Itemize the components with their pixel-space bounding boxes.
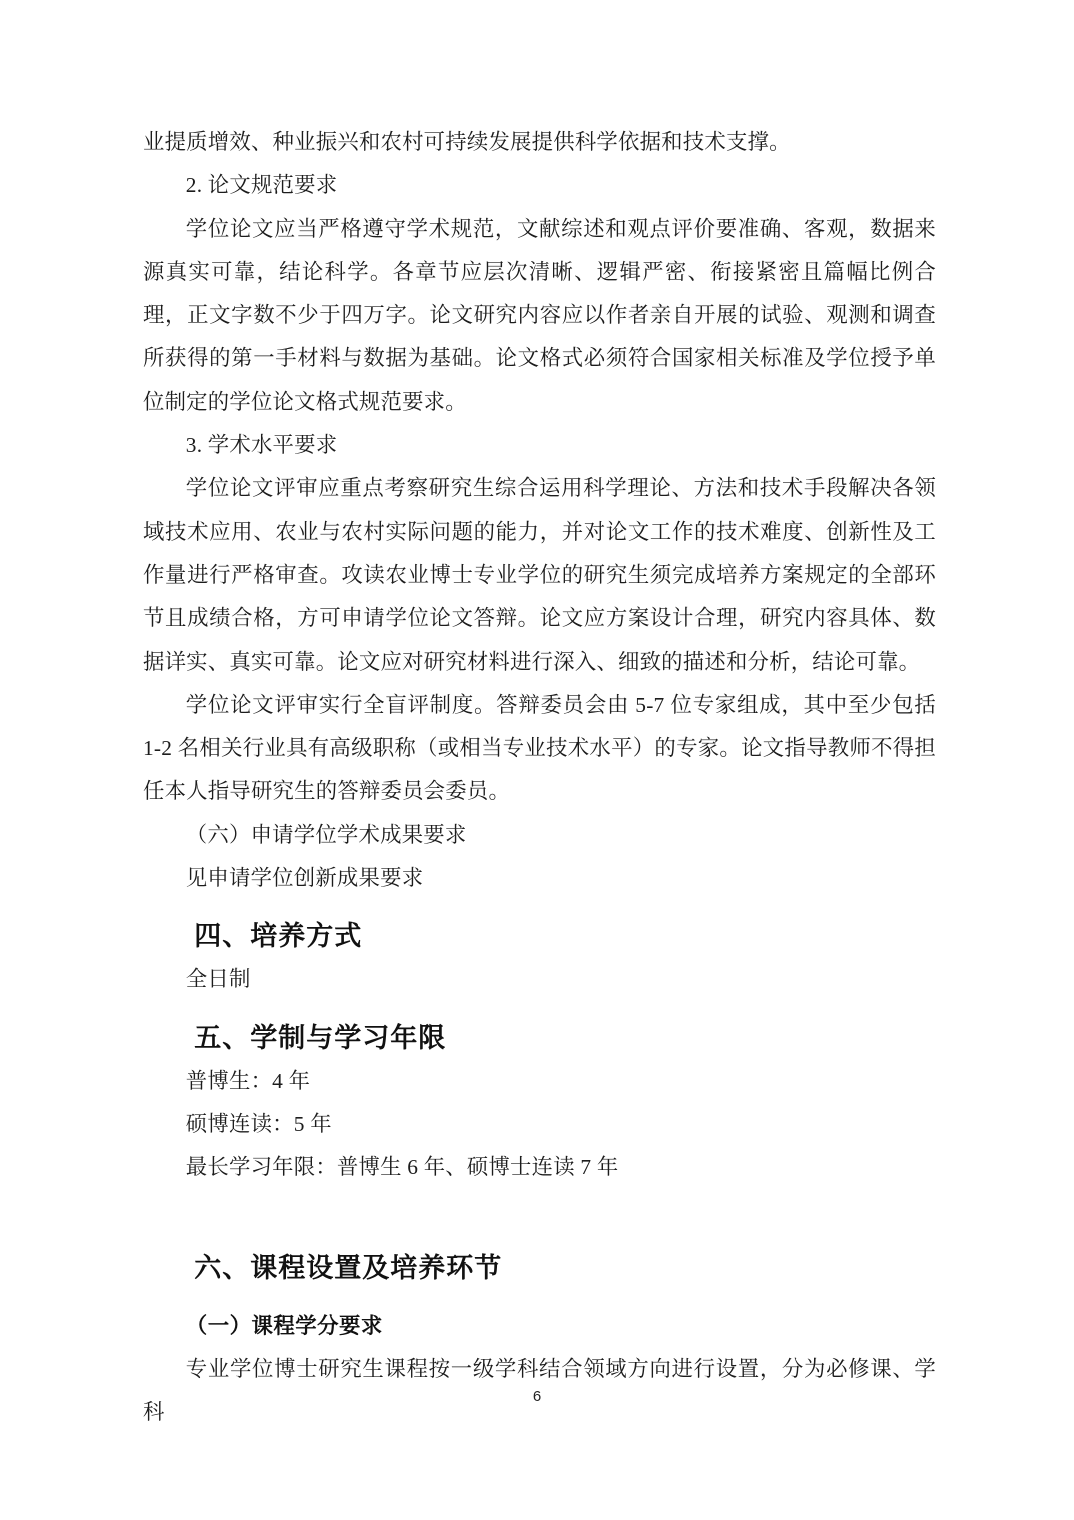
heading-six-curriculum: 六、课程设置及培养环节 bbox=[194, 1252, 503, 1283]
blind-review-paragraph: 学位论文评审实行全盲评制度。答辩委员会由 5-7 位专家组成，其中至少包括 1-2 名相关行业具有高级职称（或相当专业技术水平）的专家。论文指导教师不得担任本人指导研究生的答辩委员会委员。 bbox=[143, 692, 936, 804]
heading-four-training-mode: 四、培养方式 bbox=[194, 921, 363, 952]
duration-line-combined: 硕博连读：5 年 bbox=[185, 1111, 332, 1136]
thesis-standard-paragraph: 学位论文应当严格遵守学术规范，文献综述和观点评价要准确、客观，数据来源真实可靠，结论科学。各章节应层次清晰、逻辑严密、衔接紧密且篇幅比例合理，正文字数不少于四万字。论文研究内容应以作者亲自开展的试验、观测和调查所获得的第一手材料与数据为基础。论文格式必须符合国家相关标准及学位授予单位制定的学位论文格式规范要求。 bbox=[143, 216, 936, 414]
course-credits-paragraph: 专业学位博士研究生课程按一级学科结合领域方向进行设置，分为必修课、学科 bbox=[143, 1356, 936, 1425]
page-body bbox=[143, 121, 936, 1434]
subheading-course-credits: （一）课程学分要求 bbox=[185, 1313, 383, 1338]
page-footer bbox=[0, 1387, 1074, 1407]
section-6-sub-body: 见申请学位创新成果要求 bbox=[185, 866, 424, 891]
academic-level-paragraph: 学位论文评审应重点考察研究生综合运用科学理论、方法和技术手段解决各领域技术应用、农业与农村实际问题的能力，并对论文工作的技术难度、创新性及工作量进行严格审查。攻读农业博士专业学位的研究生须完成培养方案规定的全部环节且成绩合格，方可申请学位论文答辩。论文应方案设计合理，研究内容具体、数据详实、真实可靠。论文应对研究材料进行深入、细致的描述和分析，结论可靠。 bbox=[143, 476, 936, 674]
duration-line-max: 最长学习年限：普博生 6 年、硕博士连读 7 年 bbox=[185, 1155, 619, 1180]
section-6-subheading: （六）申请学位学术成果要求 bbox=[185, 822, 467, 847]
training-mode-body: 全日制 bbox=[185, 967, 251, 992]
heading-five-study-duration: 五、学制与学习年限 bbox=[194, 1022, 447, 1053]
duration-line-phd: 普博生：4 年 bbox=[185, 1068, 311, 1093]
paragraph-continuation: 业提质增效、种业振兴和农村可持续发展提供科学依据和技术支撑。 bbox=[143, 130, 791, 154]
page-number: 6 bbox=[532, 1388, 542, 1405]
numbered-item-2-title: 2. 论文规范要求 bbox=[185, 173, 338, 198]
numbered-item-3-title: 3. 学术水平要求 bbox=[185, 433, 338, 458]
